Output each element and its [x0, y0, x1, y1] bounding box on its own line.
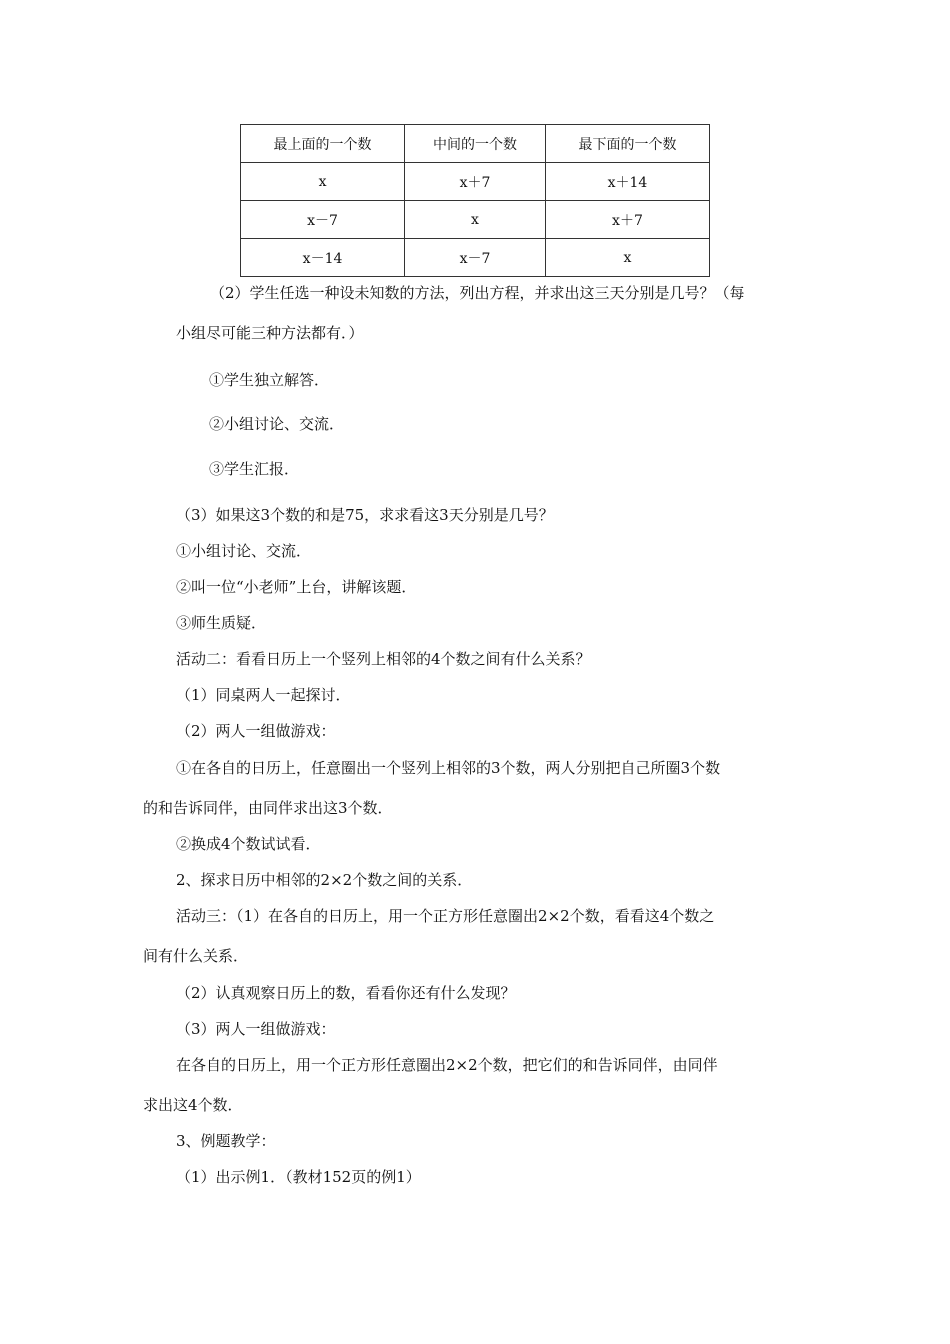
paragraph-line: （1）同桌两人一起探讨．	[176, 686, 351, 704]
table-row	[241, 201, 710, 239]
table-cell: x－14	[241, 239, 405, 277]
list-item: ①学生独立解答．	[209, 371, 330, 389]
table-cell: x	[405, 201, 546, 239]
list-item: ②叫一位“小老师”上台，讲解该题．	[176, 578, 417, 596]
paragraph-line: 小组尽可能三种方法都有．）	[176, 324, 364, 342]
list-item: ②小组讨论、交流．	[209, 415, 345, 433]
activity-heading: 活动二：看看日历上一个竖列上相邻的4个数之间有什么关系？	[176, 650, 591, 668]
table-cell: x	[545, 239, 709, 277]
paragraph-line: （2）学生任选一种设未知数的方法，列出方程，并求出这三天分别是几号？（每	[210, 284, 745, 302]
table-cell: x＋7	[405, 163, 546, 201]
list-item: ③学生汇报．	[209, 460, 300, 478]
paragraph-line: 求出这4个数．	[143, 1096, 243, 1114]
number-table	[240, 124, 710, 277]
paragraph-line: （3）如果这3个数的和是75，求求看这3天分别是几号？	[176, 506, 554, 524]
section-heading: 3、例题教学：	[176, 1132, 276, 1150]
table-cell: x－7	[241, 201, 405, 239]
paragraph-line: （2）两人一组做游戏：	[176, 722, 336, 740]
table-row	[241, 163, 710, 201]
table-cell: x＋7	[545, 201, 709, 239]
paragraph-line: 在各自的日历上，用一个正方形任意圈出2×2个数，把它们的和告诉同伴，由同伴	[176, 1056, 718, 1074]
table-row	[241, 239, 710, 277]
table-cell: x＋14	[545, 163, 709, 201]
table-cell: x	[241, 163, 405, 201]
activity-heading: 活动三：（1）在各自的日历上，用一个正方形任意圈出2×2个数，看看这4个数之	[176, 907, 715, 925]
paragraph-line: （1）出示例1．（教材152页的例1）	[176, 1168, 421, 1186]
section-heading: 2、探求日历中相邻的2×2个数之间的关系．	[176, 871, 473, 889]
paragraph-line: （2）认真观察日历上的数，看看你还有什么发现？	[176, 984, 516, 1002]
header-middle-number: 中间的一个数	[405, 125, 546, 163]
header-bottom-number: 最下面的一个数	[545, 125, 709, 163]
paragraph-line: 的和告诉同伴，由同伴求出这3个数．	[143, 799, 393, 817]
paragraph-line: 间有什么关系．	[143, 947, 249, 965]
list-item: ①小组讨论、交流．	[176, 542, 312, 560]
list-item: ①在各自的日历上，任意圈出一个竖列上相邻的3个数，两人分别把自己所圈3个数	[176, 759, 721, 777]
table-header-row	[241, 125, 710, 163]
table-cell: x－7	[405, 239, 546, 277]
list-item: ②换成4个数试试看．	[176, 835, 321, 853]
list-item: ③师生质疑．	[176, 614, 267, 632]
header-top-number: 最上面的一个数	[241, 125, 405, 163]
paragraph-line: （3）两人一组做游戏：	[176, 1020, 336, 1038]
